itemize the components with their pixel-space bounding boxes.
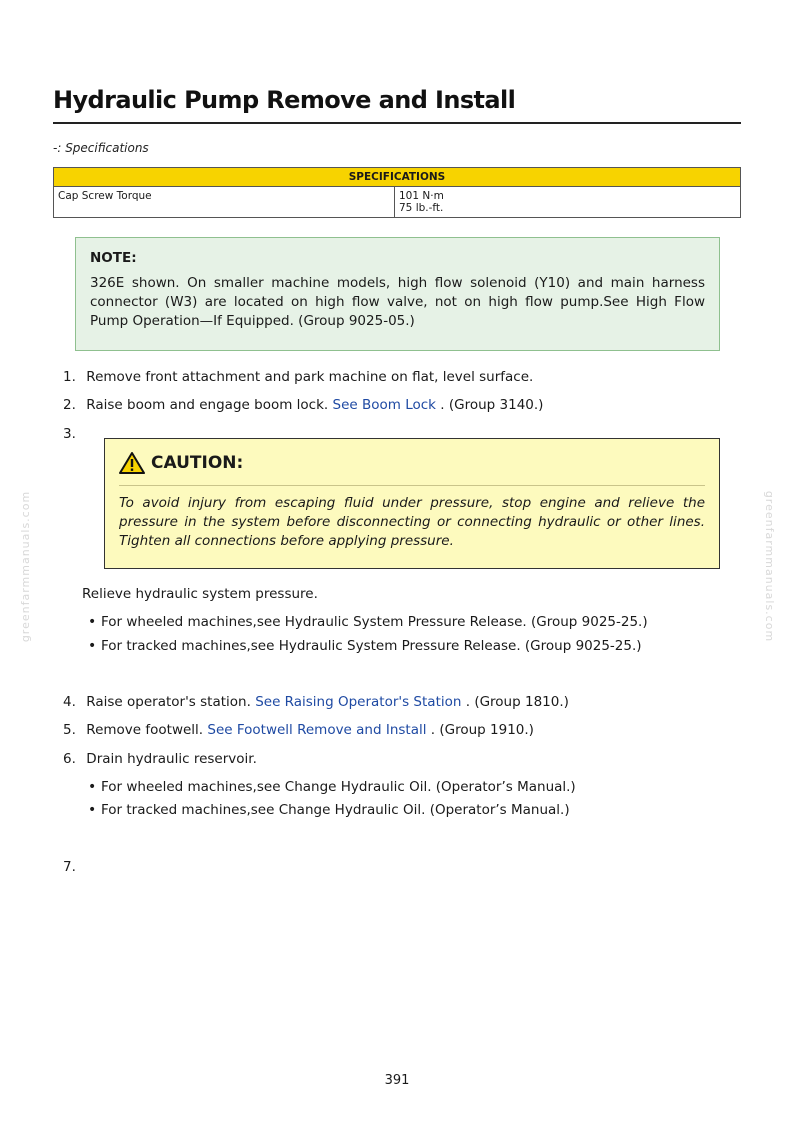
- list-item-text: For tracked machines,see Hydraulic System Pressure Release. (Group 9025-25.): [101, 638, 642, 654]
- spec-value-imperial: 75 lb.-ft.: [399, 202, 444, 214]
- bullet-icon: •: [88, 638, 97, 654]
- step-1: [63, 369, 533, 385]
- note-box: [75, 237, 720, 351]
- step-text: Drain hydraulic reservoir.: [86, 751, 257, 767]
- step-text-after: . (Group 3140.): [440, 397, 544, 413]
- step-number: 7.: [63, 859, 76, 875]
- warning-triangle-icon: [119, 451, 145, 475]
- step-number: 2.: [63, 397, 76, 413]
- list-item: [88, 802, 570, 818]
- step-3-text: Relieve hydraulic system pressure.: [82, 586, 318, 602]
- page-title: Hydraulic Pump Remove and Install: [53, 86, 516, 114]
- caution-header: [119, 451, 705, 475]
- specifications-table: [53, 167, 741, 218]
- list-item-text: For tracked machines,see Change Hydraulic Oil. (Operator’s Manual.): [101, 802, 570, 818]
- spec-value-cell: [395, 187, 741, 218]
- list-item-text: For wheeled machines,see Change Hydraulic Oil. (Operator’s Manual.): [101, 779, 576, 795]
- bullet-icon: •: [88, 614, 97, 630]
- step-7: [63, 859, 82, 875]
- list-item: [88, 638, 642, 654]
- step-number: 4.: [63, 694, 76, 710]
- step-text: Remove front attachment and park machine on flat, level surface.: [86, 369, 534, 385]
- spec-name-cell: Cap Screw Torque: [54, 187, 395, 218]
- bullet-icon: •: [88, 779, 97, 795]
- watermark-left: greenfarmmanuals.com: [19, 490, 33, 643]
- step-6: [63, 751, 257, 767]
- title-divider: [53, 122, 741, 124]
- step-text: Remove footwell.: [86, 722, 204, 738]
- caution-divider: [119, 485, 705, 486]
- note-title: NOTE:: [90, 250, 137, 266]
- boom-lock-link[interactable]: See Boom Lock: [332, 397, 436, 413]
- specifications-caption: -: Specifications: [53, 141, 149, 155]
- step-3: [63, 426, 82, 442]
- raising-operators-station-link[interactable]: See Raising Operator's Station: [255, 694, 462, 710]
- step-number: 3.: [63, 426, 76, 442]
- step-text: Raise operator's station.: [86, 694, 251, 710]
- page-number: 391: [384, 1073, 410, 1088]
- caution-body: To avoid injury from escaping fluid under pressure, stop engine and relieve the pressure in the system before disconnecting or connecting hydraulic or other lines. Tighten all connections before applying pressure.: [119, 495, 705, 549]
- step-number: 5.: [63, 722, 76, 738]
- specifications-header: SPECIFICATIONS: [54, 168, 741, 187]
- table-row: [54, 187, 741, 218]
- watermark-right: greenfarmmanuals.com: [763, 490, 777, 643]
- bullet-icon: •: [88, 802, 97, 818]
- step-text-after: . (Group 1810.): [465, 694, 569, 710]
- step-text-after: . (Group 1910.): [430, 722, 534, 738]
- step-number: 6.: [63, 751, 76, 767]
- step-5: [63, 722, 534, 738]
- spec-value-metric: 101 N·m: [399, 190, 444, 202]
- step-text: Raise boom and engage boom lock.: [86, 397, 329, 413]
- caution-box: [104, 438, 720, 569]
- caution-title: CAUTION:: [151, 453, 244, 473]
- list-item-text: For wheeled machines,see Hydraulic System Pressure Release. (Group 9025-25.): [101, 614, 648, 630]
- step-4: [63, 694, 569, 710]
- step-number: 1.: [63, 369, 76, 385]
- list-item: [88, 614, 648, 630]
- step-2: [63, 397, 543, 413]
- footwell-remove-install-link[interactable]: See Footwell Remove and Install: [207, 722, 427, 738]
- list-item: [88, 779, 576, 795]
- note-body: 326E shown. On smaller machine models, high flow solenoid (Y10) and main harness connector (W3) are located on high flow valve, not on high flow pump.See High Flow Pump Operation—If Equipped. (Group 9025-05.): [90, 275, 705, 329]
